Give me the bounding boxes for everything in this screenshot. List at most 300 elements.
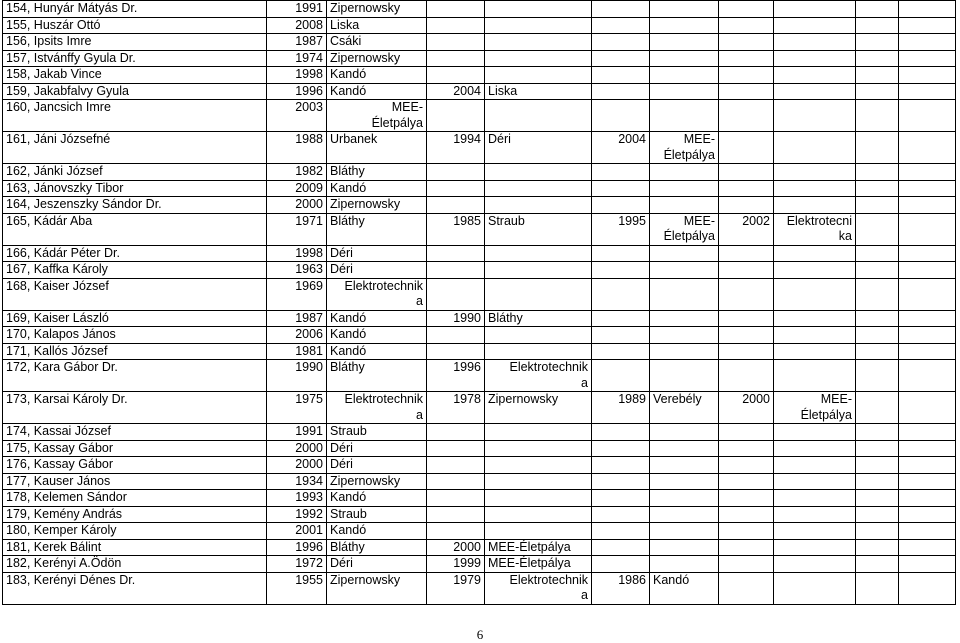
award-name-cell [650,556,719,573]
award-year-cell: 1995 [592,213,650,245]
table-row [3,17,956,34]
award-year-cell [719,523,774,540]
award-year-cell [856,343,899,360]
award-year-cell [427,506,485,523]
award-name-cell [774,34,856,51]
member-name-cell: 175, Kassay Gábor [3,440,267,457]
award-name-cell [899,424,956,441]
award-name-cell: Straub [485,213,592,245]
award-year-cell [719,473,774,490]
award-year-cell [856,360,899,392]
award-name-cell [899,506,956,523]
award-year-cell [719,556,774,573]
award-name-cell: Kandó [327,490,427,507]
award-year-cell: 1987 [267,310,327,327]
table-row [3,457,956,474]
award-year-cell [719,164,774,181]
award-year-cell [856,572,899,604]
award-name-cell: Verebély [650,392,719,424]
award-year-cell [592,440,650,457]
award-year-cell [592,83,650,100]
award-name-cell [485,100,592,132]
award-year-cell [427,278,485,310]
award-name-cell [774,424,856,441]
award-name-cell [485,197,592,214]
award-name-cell [485,424,592,441]
award-year-cell [856,278,899,310]
award-year-cell [856,457,899,474]
table-row [3,132,956,164]
award-name-cell [774,245,856,262]
award-year-cell [856,164,899,181]
award-name-cell [650,440,719,457]
award-year-cell: 1989 [592,392,650,424]
award-year-cell [856,100,899,132]
award-year-cell: 1972 [267,556,327,573]
award-name-cell [485,1,592,18]
award-year-cell [719,360,774,392]
award-year-cell [856,424,899,441]
table-row [3,83,956,100]
award-name-cell [485,523,592,540]
award-name-cell [899,343,956,360]
award-name-cell: Bláthy [327,213,427,245]
award-year-cell [427,473,485,490]
award-name-cell [774,457,856,474]
award-year-cell [592,67,650,84]
award-name-cell: Kandó [327,523,427,540]
award-name-cell [485,34,592,51]
award-name-cell [899,457,956,474]
award-name-cell: Kandó [327,327,427,344]
award-name-cell [899,132,956,164]
award-year-cell: 2004 [592,132,650,164]
award-name-cell: Kandó [327,343,427,360]
award-year-cell [719,424,774,441]
award-year-cell [719,440,774,457]
award-year-cell [719,1,774,18]
award-year-cell [427,100,485,132]
award-year-cell [592,457,650,474]
award-name-cell [650,83,719,100]
award-name-cell: Zipernowsky [327,1,427,18]
award-year-cell [719,262,774,279]
award-name-cell [774,50,856,67]
award-name-cell [899,213,956,245]
table-row [3,310,956,327]
award-year-cell [592,197,650,214]
award-name-cell [899,440,956,457]
award-name-cell [485,457,592,474]
award-year-cell [592,17,650,34]
award-name-cell [650,278,719,310]
member-name-cell: 158, Jakab Vince [3,67,267,84]
award-name-cell [774,523,856,540]
award-year-cell: 1990 [267,360,327,392]
award-year-cell [427,262,485,279]
table-row [3,278,956,310]
award-name-cell [899,572,956,604]
award-year-cell: 1993 [267,490,327,507]
award-name-cell: Straub [327,506,427,523]
award-name-cell [774,83,856,100]
award-name-cell [774,132,856,164]
award-name-cell [899,523,956,540]
award-name-cell [774,278,856,310]
award-year-cell [856,50,899,67]
award-year-cell [719,539,774,556]
award-name-cell [485,164,592,181]
award-year-cell [427,1,485,18]
member-name-cell: 171, Kallós József [3,343,267,360]
award-year-cell [427,440,485,457]
table-row [3,440,956,457]
award-name-cell: Liska [485,83,592,100]
award-name-cell: MEE-Életpálya [485,539,592,556]
member-name-cell: 166, Kádár Péter Dr. [3,245,267,262]
award-name-cell: Liska [327,17,427,34]
award-year-cell: 1998 [267,245,327,262]
award-year-cell [856,197,899,214]
award-year-cell [719,506,774,523]
award-year-cell [592,327,650,344]
award-year-cell: 2000 [267,197,327,214]
table-row [3,360,956,392]
award-name-cell [650,343,719,360]
award-year-cell [592,262,650,279]
award-name-cell: Elektrotechnik a [485,360,592,392]
member-name-cell: 172, Kara Gábor Dr. [3,360,267,392]
award-year-cell [427,180,485,197]
award-name-cell [650,490,719,507]
award-year-cell [719,490,774,507]
award-year-cell [856,440,899,457]
award-name-cell [774,164,856,181]
member-name-cell: 183, Kerényi Dénes Dr. [3,572,267,604]
award-name-cell [899,490,956,507]
award-name-cell [650,1,719,18]
award-name-cell [485,327,592,344]
award-name-cell [899,180,956,197]
table-row [3,343,956,360]
award-year-cell: 2002 [719,213,774,245]
award-year-cell [719,100,774,132]
table-row [3,245,956,262]
award-year-cell: 1971 [267,213,327,245]
award-name-cell [899,310,956,327]
award-year-cell [592,490,650,507]
award-year-cell [427,343,485,360]
member-name-cell: 168, Kaiser József [3,278,267,310]
award-year-cell [719,132,774,164]
award-year-cell [592,310,650,327]
award-year-cell: 2009 [267,180,327,197]
award-name-cell [899,34,956,51]
award-name-cell [650,180,719,197]
member-name-cell: 182, Kerényi A.Ödön [3,556,267,573]
award-year-cell [719,457,774,474]
award-name-cell [650,245,719,262]
award-year-cell [719,50,774,67]
award-name-cell [485,50,592,67]
award-name-cell [899,473,956,490]
award-year-cell [427,245,485,262]
award-name-cell [485,67,592,84]
award-year-cell [427,457,485,474]
award-name-cell: Kandó [327,67,427,84]
award-year-cell: 1969 [267,278,327,310]
award-name-cell: Kandó [327,310,427,327]
award-name-cell [650,473,719,490]
member-name-cell: 160, Jancsich Imre [3,100,267,132]
award-name-cell [650,17,719,34]
award-name-cell: Déri [327,440,427,457]
table-row [3,490,956,507]
award-year-cell: 1999 [427,556,485,573]
award-year-cell [427,164,485,181]
award-year-cell [719,197,774,214]
member-name-cell: 170, Kalapos János [3,327,267,344]
award-name-cell: Kandó [327,83,427,100]
award-name-cell [485,343,592,360]
award-name-cell: Elektrotechnik a [327,278,427,310]
award-name-cell [899,556,956,573]
award-year-cell [592,50,650,67]
award-name-cell [485,17,592,34]
award-year-cell [592,360,650,392]
award-name-cell [899,327,956,344]
award-year-cell [427,523,485,540]
member-name-cell: 159, Jakabfalvy Gyula [3,83,267,100]
award-year-cell: 1974 [267,50,327,67]
award-year-cell [856,132,899,164]
award-year-cell [856,523,899,540]
award-year-cell [856,310,899,327]
member-name-cell: 155, Huszár Ottó [3,17,267,34]
award-year-cell [856,83,899,100]
table-row [3,34,956,51]
table-row [3,213,956,245]
award-year-cell [592,180,650,197]
table-row [3,556,956,573]
award-name-cell [774,17,856,34]
award-name-cell: Elektrotecni ka [774,213,856,245]
award-name-cell [899,1,956,18]
award-name-cell [650,523,719,540]
award-year-cell [856,473,899,490]
table-row [3,572,956,604]
award-year-cell [427,424,485,441]
member-name-cell: 165, Kádár Aba [3,213,267,245]
award-name-cell [485,440,592,457]
award-year-cell: 2004 [427,83,485,100]
table-row [3,473,956,490]
award-name-cell [774,490,856,507]
award-name-cell [774,440,856,457]
award-name-cell [774,506,856,523]
award-name-cell [899,17,956,34]
award-name-cell [774,1,856,18]
award-name-cell: Zipernowsky [485,392,592,424]
award-name-cell [899,278,956,310]
award-year-cell: 1994 [427,132,485,164]
award-year-cell [856,392,899,424]
award-year-cell [427,490,485,507]
member-name-cell: 180, Kemper Károly [3,523,267,540]
award-year-cell: 1991 [267,424,327,441]
member-name-cell: 178, Kelemen Sándor [3,490,267,507]
award-year-cell: 1985 [427,213,485,245]
award-year-cell [719,572,774,604]
award-name-cell [899,539,956,556]
award-year-cell: 2000 [719,392,774,424]
award-name-cell [774,197,856,214]
award-name-cell [774,67,856,84]
award-year-cell [592,278,650,310]
award-name-cell [774,539,856,556]
award-name-cell [650,34,719,51]
member-name-cell: 154, Hunyár Mátyás Dr. [3,1,267,18]
award-name-cell [899,83,956,100]
award-name-cell: MEE- Életpálya [650,213,719,245]
award-year-cell: 1988 [267,132,327,164]
award-year-cell [592,100,650,132]
award-name-cell: Urbanek [327,132,427,164]
table-row [3,1,956,18]
award-name-cell: Déri [485,132,592,164]
award-name-cell: Bláthy [327,360,427,392]
award-name-cell: Déri [327,556,427,573]
award-year-cell [719,180,774,197]
award-name-cell: Elektrotechnik a [485,572,592,604]
award-year-cell [427,34,485,51]
award-name-cell [899,262,956,279]
award-name-cell: Zipernowsky [327,572,427,604]
member-name-cell: 177, Kauser János [3,473,267,490]
award-name-cell [650,100,719,132]
award-name-cell: Déri [327,457,427,474]
award-year-cell [856,1,899,18]
award-year-cell: 1996 [267,539,327,556]
award-name-cell [485,506,592,523]
member-name-cell: 163, Jánovszky Tibor [3,180,267,197]
award-year-cell [719,17,774,34]
award-year-cell: 1991 [267,1,327,18]
award-year-cell [592,164,650,181]
award-name-cell [774,310,856,327]
award-year-cell: 2000 [267,457,327,474]
member-name-cell: 167, Kaffka Károly [3,262,267,279]
award-name-cell: Déri [327,262,427,279]
award-name-cell [774,327,856,344]
award-name-cell: MEE- Életpálya [650,132,719,164]
member-name-cell: 179, Kemény András [3,506,267,523]
award-year-cell: 1978 [427,392,485,424]
award-year-cell [592,506,650,523]
award-year-cell: 2001 [267,523,327,540]
award-year-cell [719,278,774,310]
award-name-cell [899,100,956,132]
award-name-cell [650,539,719,556]
award-name-cell [650,197,719,214]
award-name-cell: Zipernowsky [327,473,427,490]
award-year-cell: 2000 [427,539,485,556]
award-name-cell [899,360,956,392]
award-name-cell [899,50,956,67]
member-name-cell: 164, Jeszenszky Sándor Dr. [3,197,267,214]
table-row [3,262,956,279]
award-name-cell: Kandó [327,180,427,197]
award-year-cell [592,523,650,540]
award-name-cell [650,506,719,523]
award-name-cell [485,490,592,507]
table-row [3,100,956,132]
table-row [3,392,956,424]
table-row [3,67,956,84]
award-name-cell [485,473,592,490]
award-name-cell: Bláthy [485,310,592,327]
award-year-cell [719,67,774,84]
table-row [3,180,956,197]
award-name-cell [774,100,856,132]
award-name-cell [485,180,592,197]
member-name-cell: 161, Jáni Józsefné [3,132,267,164]
award-year-cell [856,506,899,523]
award-year-cell [856,67,899,84]
award-table [2,0,956,605]
award-year-cell: 1975 [267,392,327,424]
award-name-cell [650,360,719,392]
table-row [3,197,956,214]
award-year-cell: 1986 [592,572,650,604]
award-name-cell [650,50,719,67]
award-name-cell [485,245,592,262]
award-year-cell: 1963 [267,262,327,279]
award-year-cell: 1982 [267,164,327,181]
award-name-cell [650,310,719,327]
award-year-cell: 2000 [267,440,327,457]
award-name-cell [650,262,719,279]
award-name-cell [774,262,856,279]
award-year-cell [592,1,650,18]
award-year-cell [719,343,774,360]
award-year-cell [719,83,774,100]
table-row [3,506,956,523]
award-year-cell [856,213,899,245]
award-name-cell [485,262,592,279]
award-year-cell: 1998 [267,67,327,84]
award-year-cell: 1934 [267,473,327,490]
award-year-cell: 1981 [267,343,327,360]
award-name-cell: Kandó [650,572,719,604]
award-name-cell [899,392,956,424]
award-year-cell [427,17,485,34]
award-name-cell [899,245,956,262]
page-number: 6 [476,627,484,642]
award-name-cell: Déri [327,245,427,262]
award-year-cell [592,245,650,262]
award-name-cell: Csáki [327,34,427,51]
member-name-cell: 176, Kassay Gábor [3,457,267,474]
award-name-cell [774,343,856,360]
award-year-cell [427,50,485,67]
award-year-cell: 1996 [427,360,485,392]
award-year-cell [856,180,899,197]
award-name-cell: Straub [327,424,427,441]
award-year-cell [592,424,650,441]
award-name-cell: Zipernowsky [327,197,427,214]
award-name-cell [650,67,719,84]
